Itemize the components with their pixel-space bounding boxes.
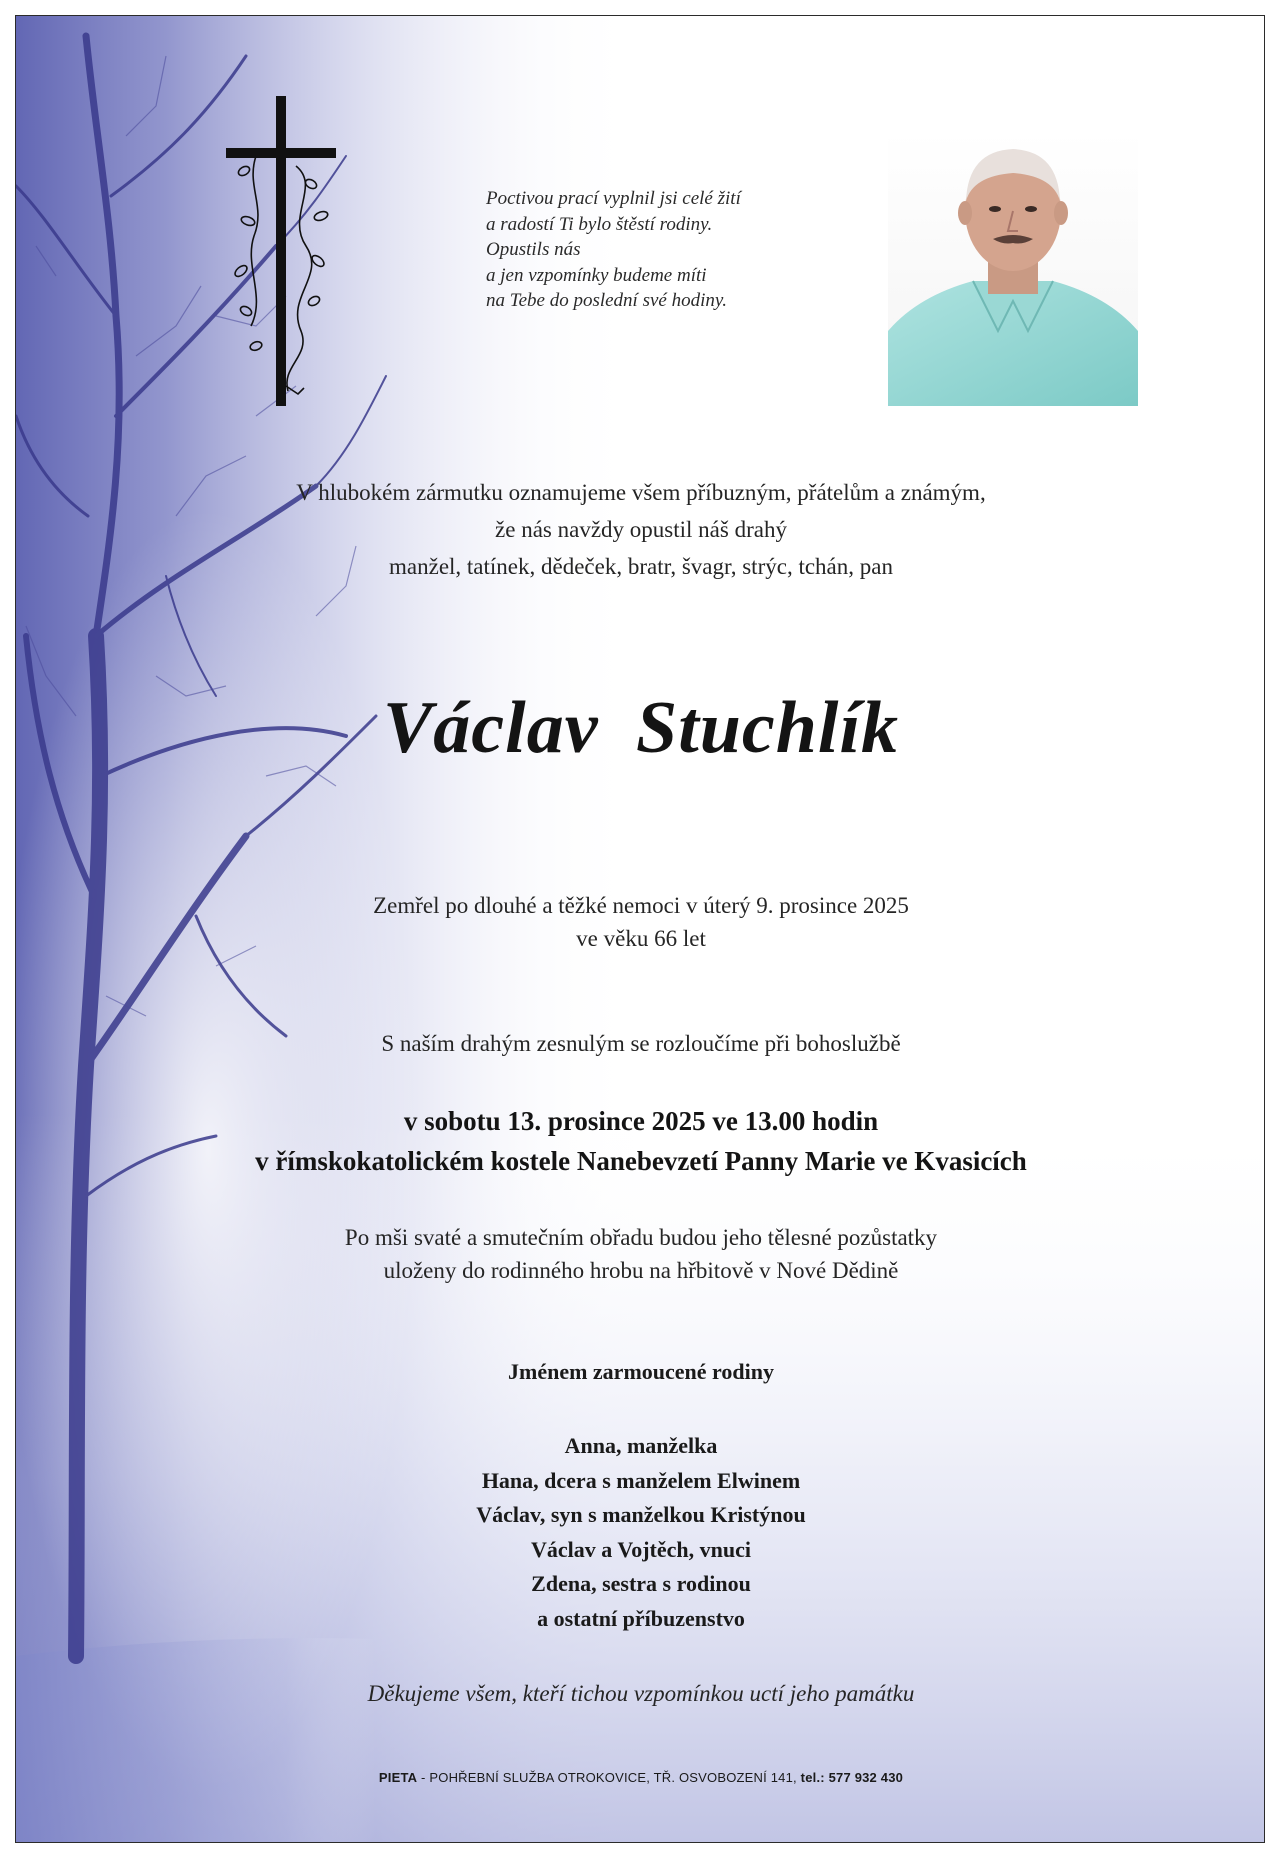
poem-line: a radostí Ti bylo štěstí rodiny. (486, 213, 713, 235)
mourners-list (16, 1429, 1265, 1636)
family-heading: Jménem zarmoucené rodiny (508, 1359, 774, 1384)
poem-line: Opustils nás (486, 239, 581, 260)
obituary-card (15, 15, 1265, 1843)
mourner: Václav, syn s manželkou Kristýnou (476, 1502, 806, 1527)
burial-line: Po mši svaté a smutečním obřadu budou jeho tělesné pozůstatky (344, 1225, 938, 1250)
announcement-intro (16, 474, 1265, 585)
first-name: Václav (382, 687, 599, 769)
obituary-content (16, 16, 1265, 1843)
service-details (16, 1101, 1265, 1181)
mourner: a ostatní příbuzenstvo (537, 1605, 745, 1631)
company-phone: tel.: 577 932 430 (800, 1770, 904, 1785)
company-name: PIETA (378, 1770, 418, 1785)
poem-line: Poctivou prací vyplnil jsi celé žití (486, 188, 741, 209)
death-line: Zemřel po dlouhé a těžké nemoci v úterý 9. prosince 2025 (373, 893, 909, 918)
mourner: Václav a Vojtěch, vnuci (531, 1536, 751, 1562)
farewell-text: S naším drahým zesnulým se rozloučíme při bohoslužbě (381, 1031, 901, 1056)
memorial-poem (486, 186, 816, 314)
mourner: Zdena, sestra s rodinou (531, 1571, 751, 1596)
company-address: - POHŘEBNÍ SLUŽBA OTROKOVICE, TŘ. OSVOBOZENÍ 141, (417, 1770, 801, 1785)
poem-line: na Tebe do poslední své hodiny. (486, 290, 727, 311)
last-name: Stuchlík (636, 687, 900, 769)
death-info (16, 889, 1265, 955)
mourner: Hana, dcera s manželem Elwinem (481, 1467, 801, 1493)
burial-line: uloženy do rodinného hrobu na hřbitově v Nové Dědině (383, 1258, 899, 1283)
age-line: ve věku 66 let (576, 926, 706, 951)
cross-icon (226, 96, 356, 416)
poem-line: a jen vzpomínky budeme míti (486, 264, 707, 286)
thanks-text: Děkujeme všem, kteří tichou vzpomínkou uctí jeho památku (367, 1681, 915, 1706)
burial-info (16, 1221, 1265, 1287)
intro-line: že nás navždy opustil náš drahý (495, 517, 787, 542)
funeral-service-footer (16, 1770, 1265, 1785)
deceased-name (16, 686, 1265, 771)
intro-line: V hlubokém zármutku oznamujeme všem příbuzným, přátelům a známým, (296, 480, 986, 505)
intro-line: manžel, tatínek, dědeček, bratr, švagr, strýc, tchán, pan (389, 554, 893, 579)
service-place: v římskokatolickém kostele Nanebevzetí Panny Marie ve Kvasicích (255, 1146, 1027, 1176)
portrait-photo (888, 131, 1138, 406)
mourner: Anna, manželka (564, 1433, 718, 1458)
service-datetime: v sobotu 13. prosince 2025 ve 13.00 hodin (403, 1106, 879, 1136)
